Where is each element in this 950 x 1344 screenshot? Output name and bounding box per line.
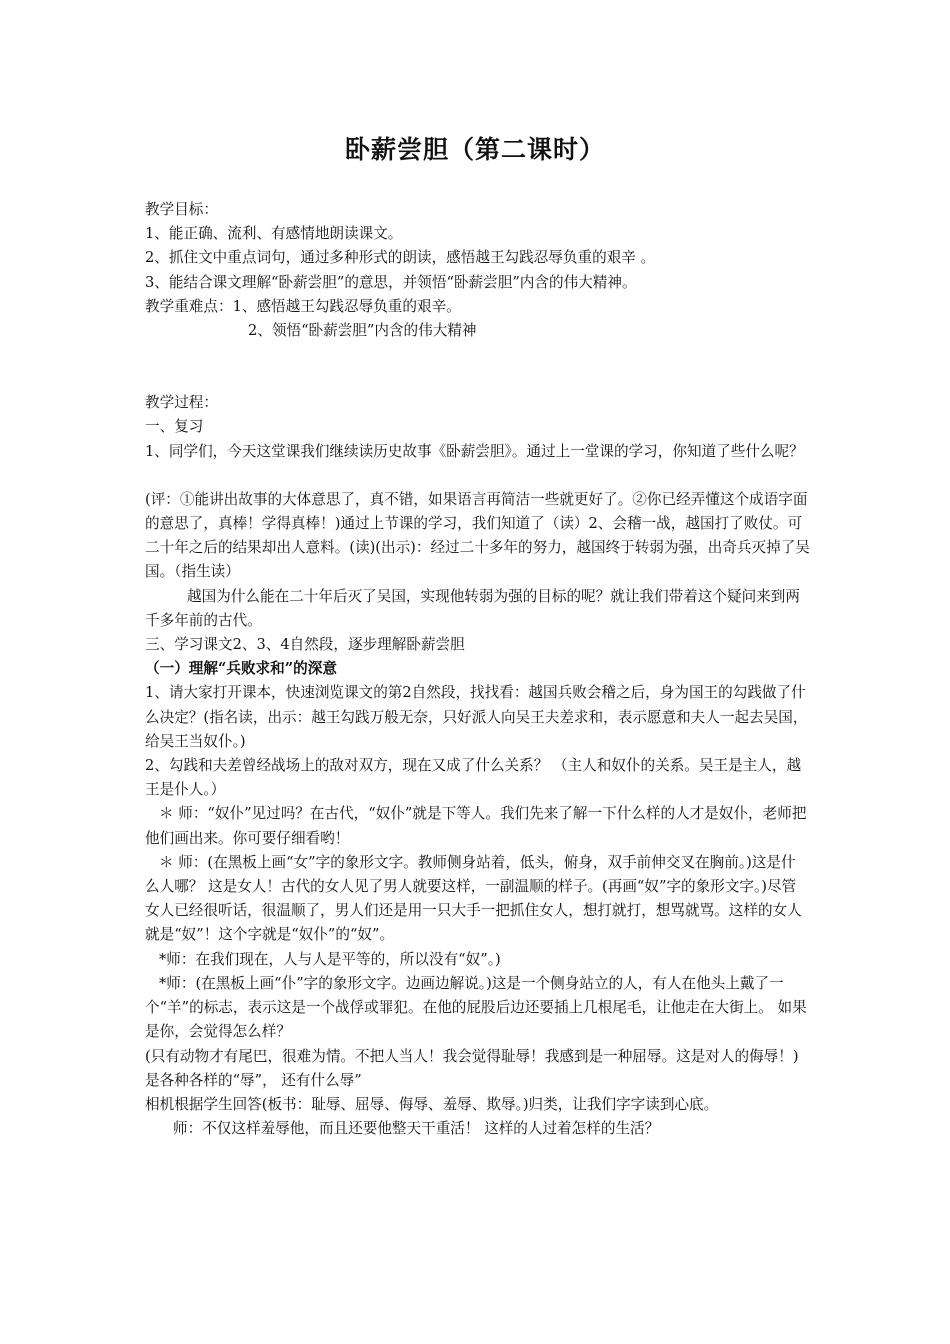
- comment-paragraph: (评：①能讲出故事的大体意思了，真不错，如果语言再简洁一些就更好了。②你已经弄懂这个成语字面的意思了，真棒！学得真棒！)通过上节课的学习，我们知道了（读）2、会稽一战，越国打了败仗。可二十年之后的结果却出人意料。(读)(出示)：经过二十多年的努力，越国终于转弱为强，出奇兵灭掉了吴国。（指生读）: [145, 490, 810, 581]
- paragraph: 1、同学们，今天这堂课我们继续读历史故事《卧薪尝胆》。通过上一堂课的学习，你知道了些什么呢？: [145, 442, 804, 460]
- paragraph: 2、勾践和夫差曾经战场上的敌对双方，现在又成了什么关系？ （主人和奴仆的关系。吴王是主人，越王是仆人。）: [145, 757, 802, 799]
- paragraph: 相机根据学生回答(板书：耻辱、屈辱、侮辱、羞辱、欺辱。)归类，让我们字字读到心底。: [145, 1095, 719, 1113]
- teacher-paragraph: *师：在我们现在，人与人是平等的，所以没有“奴”。): [159, 950, 501, 968]
- objective-item: 3、能结合课文理解“卧薪尝胆”的意思，并领悟“卧薪尝胆”内含的伟大精神。: [145, 273, 637, 291]
- key-points-line: 教学重难点：1、感悟越王勾践忍辱负重的艰辛。: [145, 297, 461, 315]
- paragraph: 1、请大家打开课本，快速浏览课文的第2自然段，找找看：越国兵败会稽之后，身为国王的勾践做了什么决定？(指名读，出示：越王勾践万般无奈，只好派人向吴王夫差求和，表示愿意和夫人一起去吴国，给吴王当奴仆。): [145, 684, 808, 750]
- teacher-paragraph: *师：(在黑板上画“仆”字的象形文字。边画边解说。)这是一个侧身站立的人，有人在他头上戴了一个“羊”的标志，表示这是一个战俘或罪犯。在他的屁股后边还要插上几根尾毛，让他走在大街上。 如果是你，会觉得怎么样？: [145, 974, 807, 1041]
- paragraph: (只有动物才有尾巴，很难为情。不把人当人！我会觉得耻辱！我感到是一种屈辱。这是对人的侮辱！)是各种各样的“辱”， 还有什么辱”: [145, 1047, 799, 1089]
- teacher-paragraph: ＊ 师：“奴仆”见过吗？在古代，“奴仆”就是下等人。我们先来了解一下什么样的人才是奴仆，老师把他们画出来。你可要仔细看哟！: [145, 805, 807, 847]
- section-heading: 三、学习课文2、3、4自然段，逐步理解卧薪尝胆: [145, 636, 465, 654]
- objectives-heading: 教学目标：: [145, 201, 218, 218]
- paragraph: 越国为什么能在二十年后灭了吴国，实现他转弱为强的目标的呢？就让我们带着这个疑问来到两千多年前的古代。: [145, 587, 800, 629]
- section-heading: 一、复习: [145, 418, 204, 436]
- objective-item: 1、能正确、流利、有感情地朗读课文。: [145, 225, 403, 243]
- teacher-paragraph: ＊ 师：(在黑板上画“女”字的象形文字。教师侧身站着，低头，俯身，双手前伸交叉在胸前。)这是什么人哪？ 这是女人！古代的女人见了男人就要这样，一副温顺的样子。(再画“奴”字的象形文字。)尽管女人已经很听话，很温顺了，男人们还是用一只大手一把抓住女人，想打就打，想骂就骂。这样的女人就是“奴”！这个字就是“奴仆”的“奴”。: [145, 853, 802, 944]
- key-points-line: 2、领悟“卧薪尝胆”内含的伟大精神: [248, 322, 477, 340]
- objective-item: 2、抓住文中重点词句，通过多种形式的朗读，感悟越王勾践忍辱负重的艰辛 。: [145, 249, 656, 267]
- subsection-heading: （一）理解“兵败求和”的深意: [145, 660, 337, 678]
- process-heading: 教学过程：: [145, 394, 218, 412]
- paragraph: 师：不仅这样羞辱他，而且还要他整天干重活！ 这样的人过着怎样的生活？: [173, 1120, 660, 1138]
- document-body: [145, 198, 810, 1141]
- page-title: 卧薪尝胆（第二课时）: [344, 135, 605, 164]
